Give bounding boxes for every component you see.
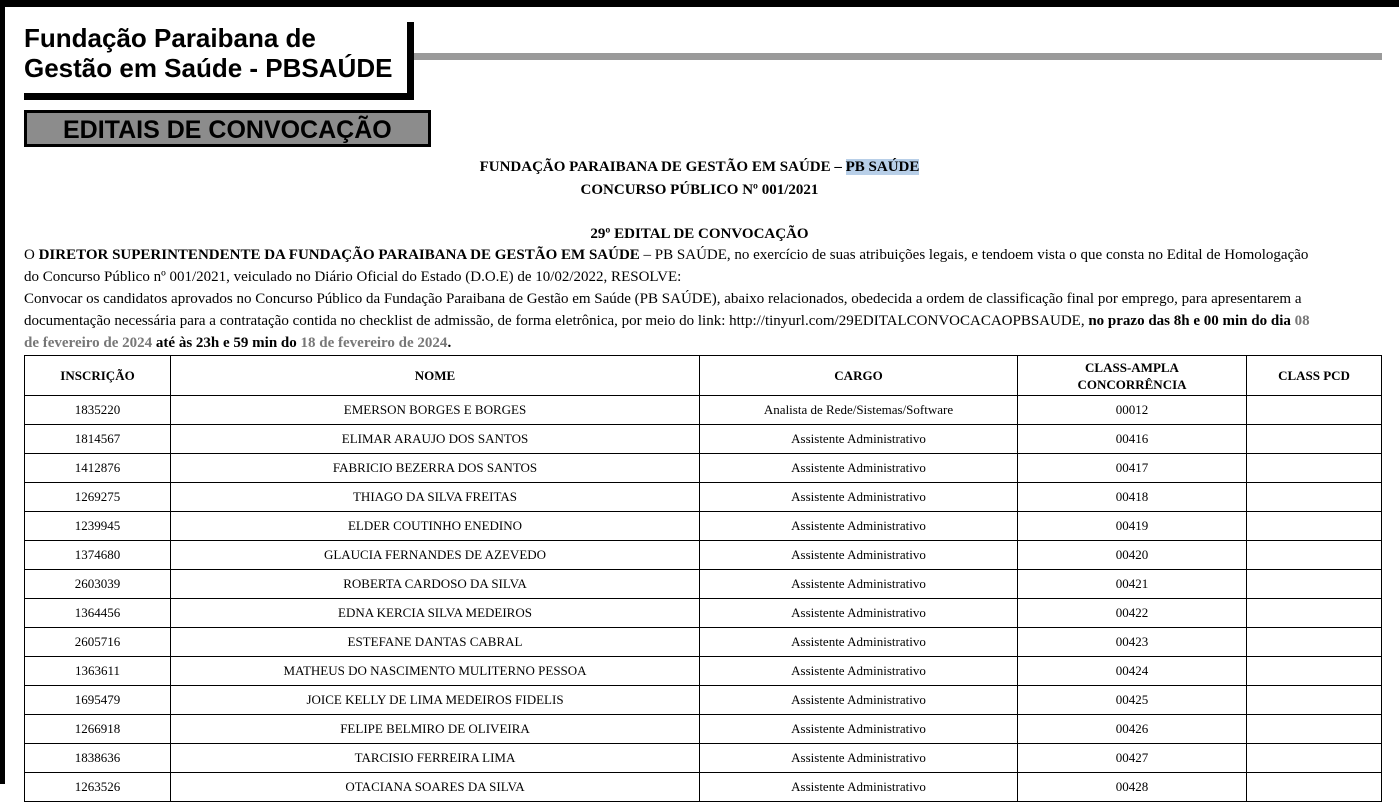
section-banner	[24, 110, 431, 147]
cell-class-pcd	[1247, 686, 1382, 715]
cell-cargo: Assistente Administrativo	[700, 541, 1018, 570]
cell-inscricao: 1269275	[25, 483, 171, 512]
cell-class-ampla: 00416	[1018, 425, 1247, 454]
cell-inscricao: 1266918	[25, 715, 171, 744]
cell-nome: GLAUCIA FERNANDES DE AZEVEDO	[171, 541, 700, 570]
title-org-text: FUNDAÇÃO PARAIBANA DE GESTÃO EM SAÚDE –	[479, 159, 846, 175]
cell-class-pcd	[1247, 425, 1382, 454]
cell-nome: ROBERTA CARDOSO DA SILVA	[171, 570, 700, 599]
cell-cargo: Assistente Administrativo	[700, 425, 1018, 454]
col-header-class-ampla-line2: CONCORRÊNCIA	[1077, 376, 1187, 392]
table-row	[25, 686, 1382, 715]
candidates-table	[24, 355, 1382, 802]
cell-cargo: Assistente Administrativo	[700, 454, 1018, 483]
cell-class-ampla: 00424	[1018, 657, 1247, 686]
cell-nome: FELIPE BELMIRO DE OLIVEIRA	[171, 715, 700, 744]
title-highlighted-text: PB SAÚDE	[845, 159, 920, 175]
table-row	[25, 512, 1382, 541]
col-header-class-ampla-line1: CLASS-AMPLA	[1085, 359, 1179, 375]
table-row	[25, 396, 1382, 425]
cell-cargo: Analista de Rede/Sistemas/Software	[700, 396, 1018, 425]
cell-nome: JOICE KELLY DE LIMA MEDEIROS FIDELIS	[171, 686, 700, 715]
cell-cargo: Assistente Administrativo	[700, 657, 1018, 686]
cell-nome: EDNA KERCIA SILVA MEDEIROS	[171, 599, 700, 628]
cell-inscricao: 1814567	[25, 425, 171, 454]
cell-nome: TARCISIO FERREIRA LIMA	[171, 744, 700, 773]
cell-class-pcd	[1247, 773, 1382, 802]
cell-inscricao: 2605716	[25, 628, 171, 657]
col-header-inscricao: INSCRIÇÃO	[25, 356, 171, 396]
cell-inscricao: 1835220	[25, 396, 171, 425]
cell-nome: EMERSON BORGES E BORGES	[171, 396, 700, 425]
cell-class-pcd	[1247, 454, 1382, 483]
cell-class-pcd	[1247, 570, 1382, 599]
cell-cargo: Assistente Administrativo	[700, 686, 1018, 715]
cell-class-pcd	[1247, 483, 1382, 512]
cell-class-pcd	[1247, 628, 1382, 657]
cell-class-pcd	[1247, 396, 1382, 425]
cell-class-ampla: 00422	[1018, 599, 1247, 628]
cell-class-ampla: 00421	[1018, 570, 1247, 599]
cell-inscricao: 2603039	[25, 570, 171, 599]
cell-class-ampla: 00427	[1018, 744, 1247, 773]
cell-nome: THIAGO DA SILVA FREITAS	[171, 483, 700, 512]
cell-class-ampla: 00423	[1018, 628, 1247, 657]
cell-class-pcd	[1247, 599, 1382, 628]
para2-until: até às 23h e 59 min do	[152, 335, 301, 351]
cell-class-ampla: 00419	[1018, 512, 1247, 541]
cell-nome: OTACIANA SOARES DA SILVA	[171, 773, 700, 802]
org-name-line2: Gestão em Saúde - PBSAÚDE	[24, 53, 393, 83]
cell-class-pcd	[1247, 541, 1382, 570]
cell-inscricao: 1364456	[25, 599, 171, 628]
table-row	[25, 570, 1382, 599]
col-header-cargo: CARGO	[700, 356, 1018, 396]
cell-inscricao: 1412876	[25, 454, 171, 483]
table-header-row	[25, 356, 1382, 396]
para1-prefix: O	[24, 247, 39, 263]
cell-cargo: Assistente Administrativo	[700, 512, 1018, 541]
cell-cargo: Assistente Administrativo	[700, 773, 1018, 802]
edital-number: 29º EDITAL DE CONVOCAÇÃO	[590, 226, 809, 242]
cell-inscricao: 1374680	[25, 541, 171, 570]
cell-class-ampla: 00428	[1018, 773, 1247, 802]
cell-nome: ELIMAR ARAUJO DOS SANTOS	[171, 425, 700, 454]
cell-inscricao: 1363611	[25, 657, 171, 686]
document-title-line1	[0, 158, 1399, 176]
paragraph-convocar-line1: Convocar os candidatos aprovados no Concurso Público da Fundação Paraibana de Gestão em Saúde (PB SAÚDE), abaixo relacionados, obedecida a ordem de classificação final por emprego, para apresentarem a	[24, 291, 1302, 307]
org-name-line1: Fundação Paraibana de	[24, 23, 316, 53]
cell-class-pcd	[1247, 715, 1382, 744]
para2-date-start-day: 08	[1294, 313, 1310, 329]
table-row	[25, 773, 1382, 802]
para2-date-end: 18 de fevereiro de 2024	[300, 335, 448, 351]
paragraph-resolve-line1	[24, 244, 1384, 266]
col-header-class-ampla	[1018, 356, 1247, 396]
table-row	[25, 715, 1382, 744]
cell-inscricao: 1239945	[25, 512, 171, 541]
para2-date-start: de fevereiro de 2024	[24, 335, 153, 351]
document-title-line2: CONCURSO PÚBLICO Nº 001/2021	[580, 182, 819, 198]
header-divider	[414, 53, 1382, 60]
para1-bold: DIRETOR SUPERINTENDENTE DA FUNDAÇÃO PARAIBANA DE GESTÃO EM SAÚDE	[38, 247, 640, 263]
cell-cargo: Assistente Administrativo	[700, 715, 1018, 744]
cell-inscricao: 1838636	[25, 744, 171, 773]
org-logo-block	[24, 22, 414, 100]
cell-nome: FABRICIO BEZERRA DOS SANTOS	[171, 454, 700, 483]
cell-inscricao: 1695479	[25, 686, 171, 715]
cell-cargo: Assistente Administrativo	[700, 599, 1018, 628]
col-header-nome: NOME	[171, 356, 700, 396]
table-row	[25, 628, 1382, 657]
cell-class-pcd	[1247, 657, 1382, 686]
cell-class-ampla: 00420	[1018, 541, 1247, 570]
table-row	[25, 454, 1382, 483]
cell-cargo: Assistente Administrativo	[700, 628, 1018, 657]
col-header-class-pcd: CLASS PCD	[1247, 356, 1382, 396]
cell-inscricao: 1263526	[25, 773, 171, 802]
cell-nome: ESTEFANE DANTAS CABRAL	[171, 628, 700, 657]
table-body	[25, 396, 1382, 802]
cell-class-ampla: 00425	[1018, 686, 1247, 715]
para1-rest: – PB SAÚDE, no exercício de suas atribuições legais, e tendoem vista o que consta no Edital de Homologação	[639, 247, 1309, 263]
cell-nome: MATHEUS DO NASCIMENTO MULITERNO PESSOA	[171, 657, 700, 686]
cell-class-ampla: 00418	[1018, 483, 1247, 512]
cell-class-ampla: 00012	[1018, 396, 1247, 425]
table-row	[25, 541, 1382, 570]
section-title: EDITAIS DE CONVOCAÇÃO	[63, 116, 392, 144]
table-row	[25, 483, 1382, 512]
cell-nome: ELDER COUTINHO ENEDINO	[171, 512, 700, 541]
table-row	[25, 425, 1382, 454]
paragraph-convocar-line2	[24, 310, 1384, 332]
paragraph-convocar-line3	[24, 332, 1384, 354]
cell-class-ampla: 00426	[1018, 715, 1247, 744]
cell-cargo: Assistente Administrativo	[700, 483, 1018, 512]
cell-cargo: Assistente Administrativo	[700, 744, 1018, 773]
para2-text: documentação necessária para a contratação contida no checklist de admissão, de forma eletrônica, por meio do link: http://tinyurl.com/29EDITALCONVOCACAOPBSAUDE,	[24, 313, 1089, 329]
cell-cargo: Assistente Administrativo	[700, 570, 1018, 599]
table-row	[25, 657, 1382, 686]
paragraph-resolve-line2: do Concurso Público nº 001/2021, veiculado no Diário Oficial do Estado (D.O.E) de 10/02/2022, RESOLVE:	[24, 269, 682, 285]
cell-class-ampla: 00417	[1018, 454, 1247, 483]
cell-class-pcd	[1247, 512, 1382, 541]
table-row	[25, 744, 1382, 773]
cell-class-pcd	[1247, 744, 1382, 773]
table-row	[25, 599, 1382, 628]
para2-period: .	[447, 335, 452, 351]
para2-bold: no prazo das 8h e 00 min do dia	[1088, 313, 1295, 329]
